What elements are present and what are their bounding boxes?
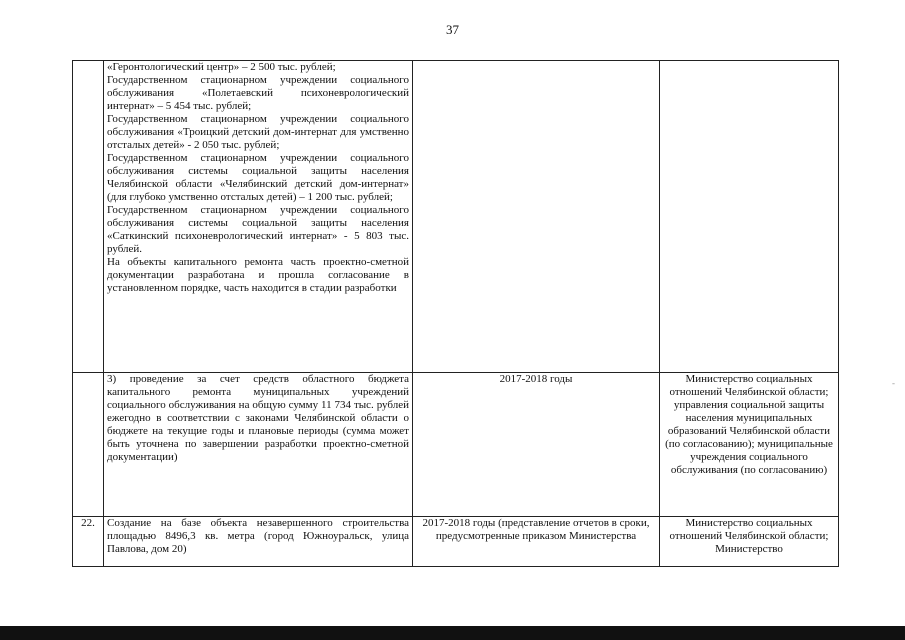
term-cell: 2017-2018 годы (представление отчетов в сроки, предусмотренные приказом Министерства (413, 517, 660, 567)
content-paragraph: «Геронтологический центр» – 2 500 тыс. рублей; (107, 61, 336, 73)
term-cell (413, 61, 660, 373)
scan-bottom-border (0, 626, 905, 640)
table-row (73, 61, 839, 373)
row-number-cell (73, 373, 104, 517)
scan-mark: - (892, 378, 895, 388)
content-paragraph: На объекты капитального ремонта часть проектно-сметной документации разработана и прошла согласование в установленном порядке, часть находится в стадии разработки (107, 256, 409, 294)
content-paragraph: Государственном стационарном учреждении социального обслуживания «Полетаевский психоневрологический интернат» – 5 454 тыс. рублей; (107, 74, 409, 112)
executor-cell: Министерство социальных отношений Челябинской области; управления социальной защиты населения муниципальных образований Челябинской области (по согласованию); муниципальные учреждения социального обслуживания (по согласованию) (660, 373, 839, 517)
content-paragraph: Государственном стационарном учреждении социального обслуживания системы социальной защиты населения «Саткинский психоневрологический интернат» - 5 803 тыс. рублей. (107, 204, 409, 255)
content-cell (104, 517, 413, 567)
executor-cell (660, 61, 839, 373)
row-number-cell: 22. (73, 517, 104, 567)
content-cell (104, 373, 413, 517)
content-paragraph: Государственном стационарном учреждении социального обслуживания системы социальной защиты населения Челябинской области «Челябинский детский дом-интернат» (для глубоко умственно отсталых детей) – 1 200 тыс. рублей; (107, 152, 409, 203)
page-number: 37 (446, 22, 459, 37)
table-row (73, 517, 839, 567)
table-row (73, 373, 839, 517)
plan-table (72, 60, 839, 567)
content-paragraph: Создание на базе объекта незавершенного строительства площадью 8496,3 кв. метра (город Южноуральск, улица Павлова, дом 20) (107, 517, 409, 555)
content-paragraph: Государственном стационарном учреждении социального обслуживания «Троицкий детский дом-интернат для умственно отсталых детей» - 2 050 тыс. рублей; (107, 113, 409, 151)
content-paragraph: 3) проведение за счет средств областного бюджета капитального ремонта муниципальных учреждений социального обслуживания на общую сумму 11 734 тыс. рублей ежегодно в соответствии с законами Челябинской области о бюджете на текущие годы и плановые периоды (сумма может быть уточнена по завершении разработки проектно-сметной документации) (107, 373, 409, 463)
executor-cell: Министерство социальных отношений Челябинской области; Министерство (660, 517, 839, 567)
term-cell: 2017-2018 годы (413, 373, 660, 517)
row-number-cell (73, 61, 104, 373)
content-cell (104, 61, 413, 373)
